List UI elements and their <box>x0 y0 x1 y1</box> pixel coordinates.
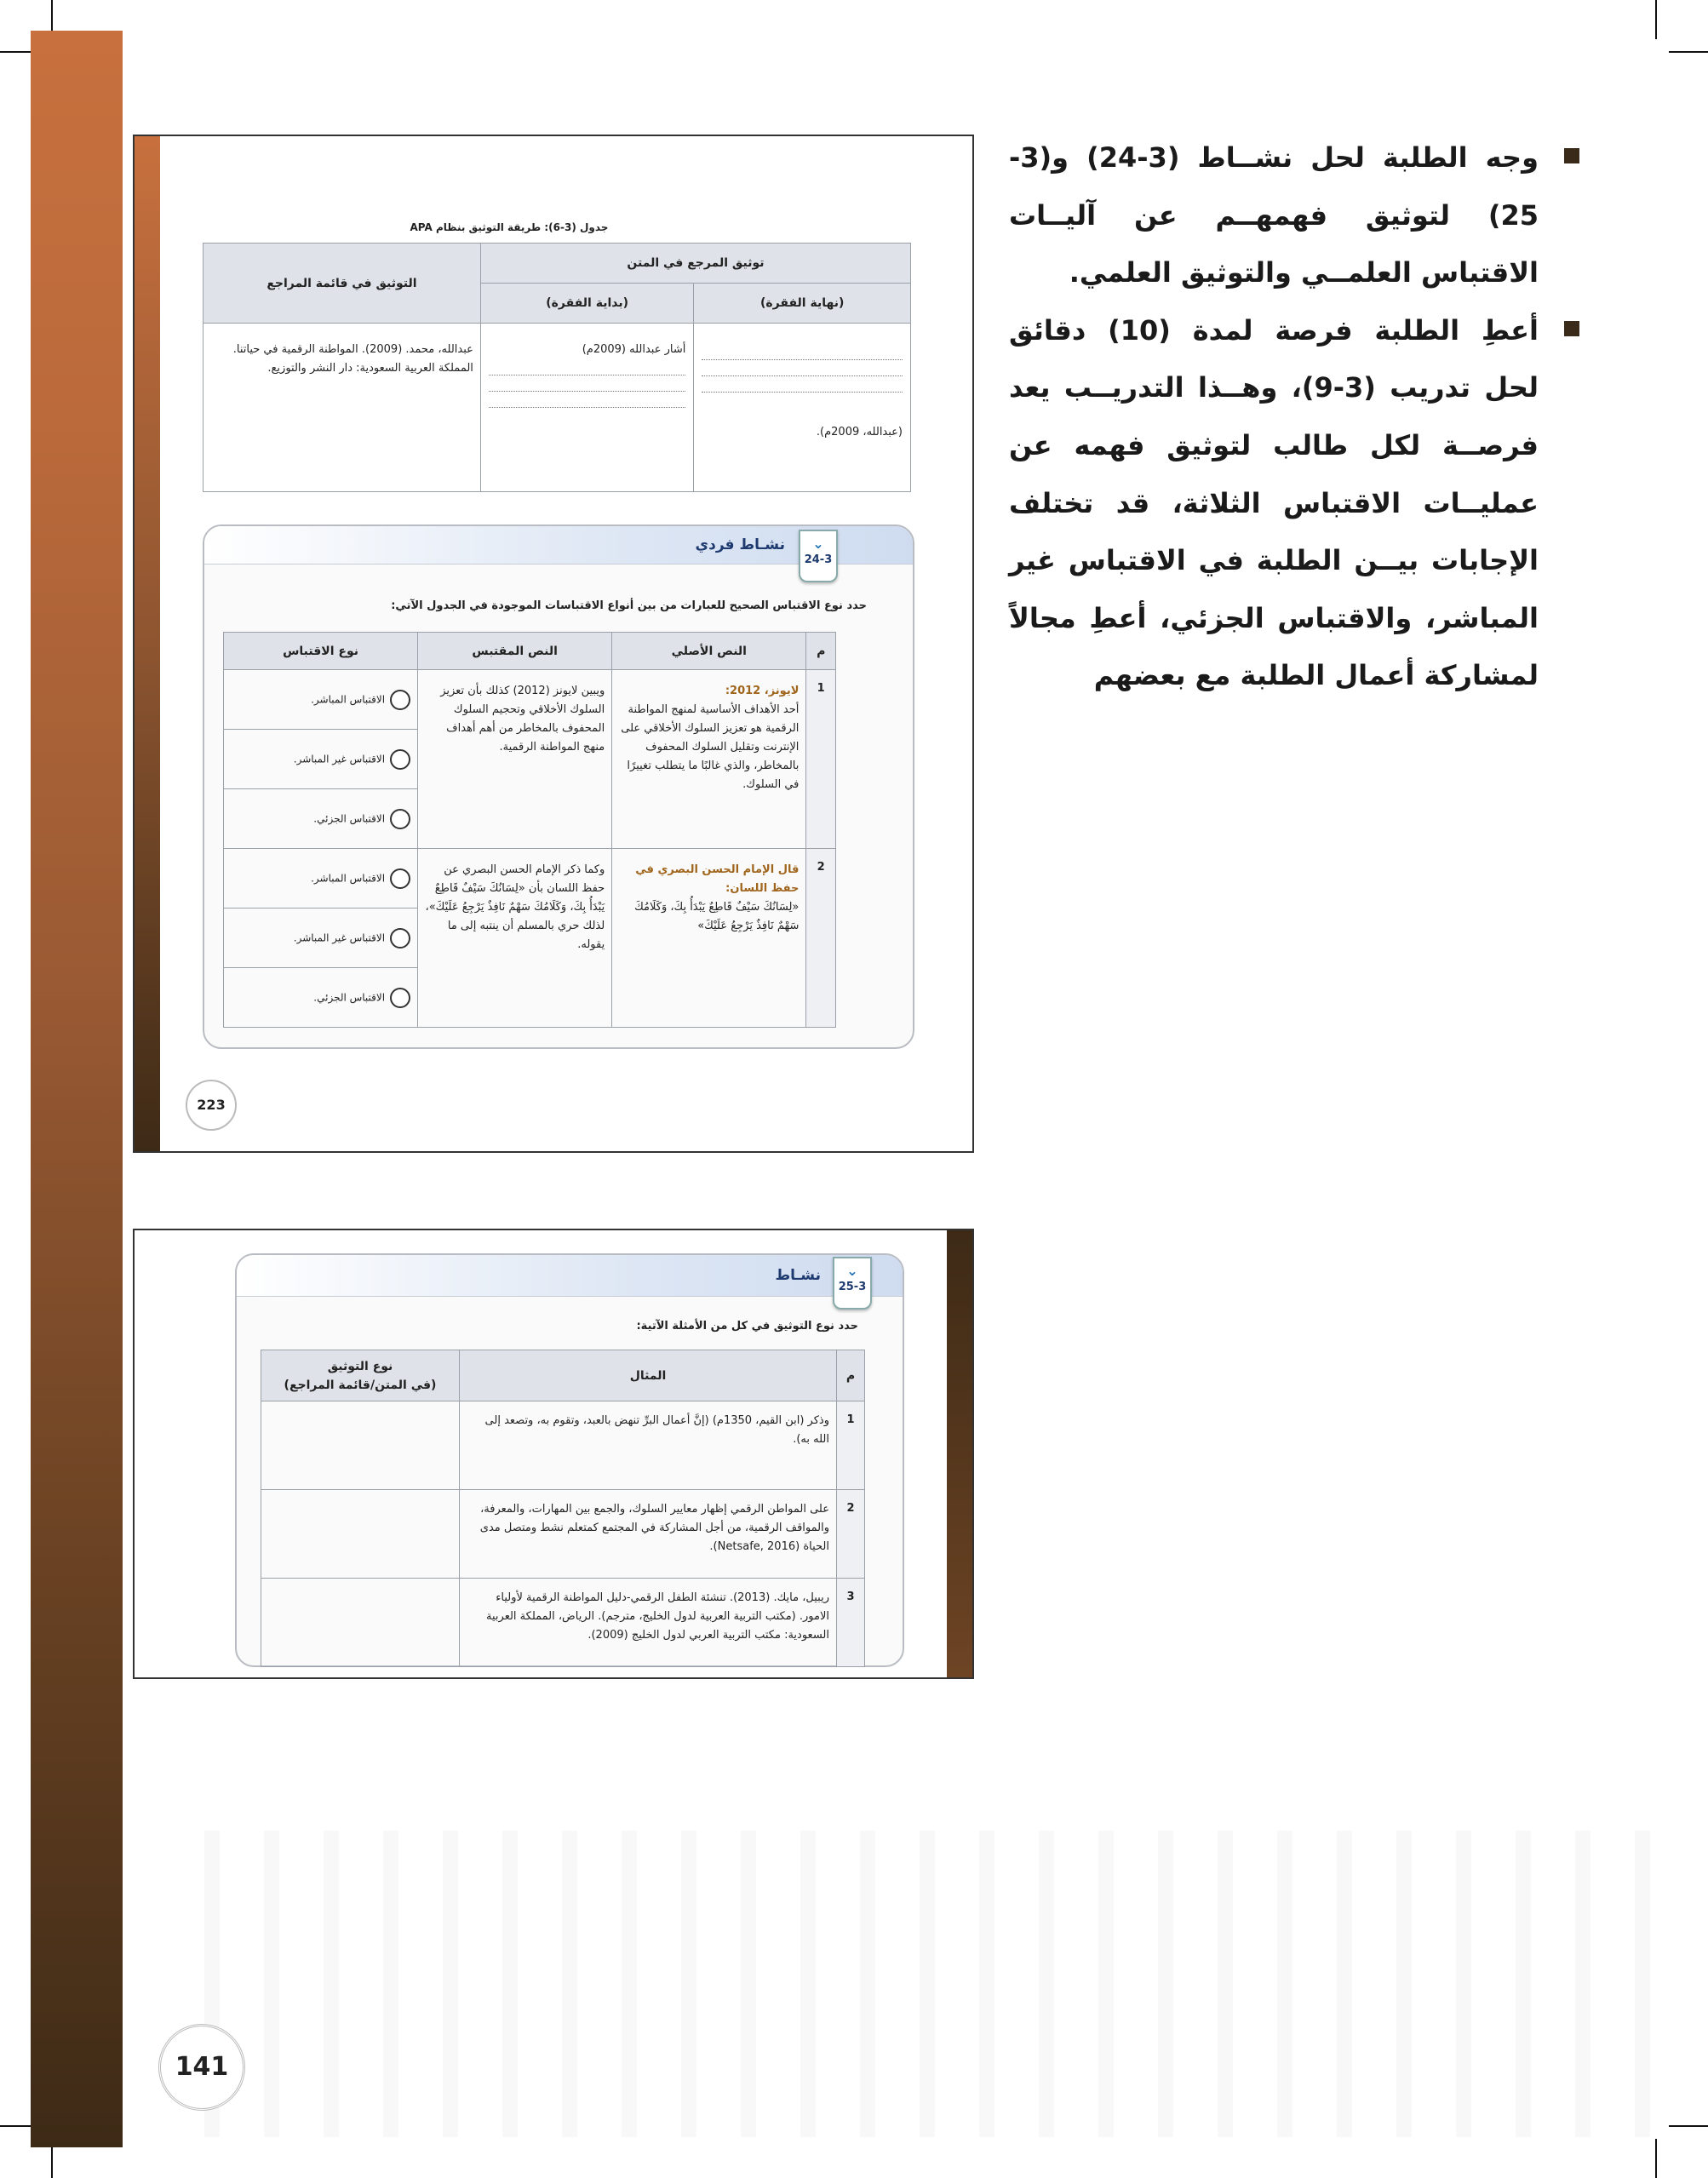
citation-type-table <box>261 1350 865 1667</box>
quoted-text-cell <box>418 670 612 849</box>
references-cell <box>203 324 481 492</box>
example-text: على المواطن الرقمي إظهار معايير السلوك، والجمع بين المهارات، والمعرفة، والمواقف الرقمية، من أجل المشاركة في المجتمع كمتعلم نشط ومتصل مدى الحياة (Netsafe, 2016). <box>479 1503 829 1553</box>
col-num: م <box>806 633 836 670</box>
teacher-notes <box>1009 129 1579 705</box>
bullet-item <box>1009 302 1579 705</box>
square-bullet-icon <box>1564 321 1579 336</box>
radio-button[interactable] <box>390 988 410 1008</box>
chevron-down-icon: ⌄ <box>846 1263 858 1279</box>
activity-title: نشـاط <box>775 1267 821 1284</box>
answer-cell[interactable] <box>261 1579 460 1667</box>
option-indirect[interactable]: الاقتباس غير المباشر. <box>224 908 418 968</box>
col-type: نوع الاقتباس <box>224 633 418 670</box>
background-watermark <box>204 1831 1686 2137</box>
row-number: 1 <box>837 1401 865 1490</box>
activity-panel-25-3 <box>235 1253 904 1667</box>
original-source: قال الإمام الحسن البصري في حفظ اللسان: <box>635 863 800 895</box>
col-citation-type: نوع التوثيق (في المتن/قائمة المراجع) <box>261 1350 460 1401</box>
activity-number: 25-3 <box>838 1281 867 1293</box>
original-text: أحد الأهداف الأساسية لمنهج المواطنة الرقمية هو تعزيز السلوك الأخلاقي على الإنترنت وتقليل السلوك المحفوف بالمخاطر، والذي غالبًا ما يتطلب تغييرًا في السلوك. <box>621 703 800 791</box>
activity-badge <box>799 530 838 582</box>
student-page-thumbnail <box>133 1229 974 1679</box>
reference-entry: عبدالله، محمد. (2009). المواطنة الرقمية في حياتنا. المملكة العربية السعودية: دار النشر والتوزيع. <box>232 343 473 375</box>
example-text: وذكر (ابن القيم، 1350م) (إنَّ أعمال البرِّ تنهض بالعبد، وتقوم به، وتصعد إلى الله به). <box>484 1414 829 1446</box>
decorative-side-bar <box>31 31 123 2147</box>
thumbnail-side-strip <box>135 136 160 1151</box>
example-cell <box>460 1490 837 1579</box>
chevron-down-icon: ⌄ <box>812 536 824 552</box>
option-direct[interactable]: الاقتباس المباشر. <box>224 849 418 908</box>
activity-title: نشـاط فردي <box>695 536 785 553</box>
row-number: 2 <box>806 849 836 1028</box>
page-number: 141 <box>158 2024 245 2111</box>
example-cell <box>460 1579 837 1667</box>
radio-button[interactable] <box>390 749 410 770</box>
student-page-thumbnail <box>133 135 974 1153</box>
option-indirect[interactable]: الاقتباس غير المباشر. <box>224 730 418 789</box>
answer-cell[interactable] <box>261 1401 460 1490</box>
quoted-text: وكما ذكر الإمام الحسن البصري عن حفظ اللسان بأن «لِسَانُكَ سَيْفٌ قَاطِعٌ يَبْدَأُ بِكَ، وَكَلَامُكَ سَهْمٌ نَافِذٌ يَرْجِعُ عَلَيْكَ»، لذلك حري بالمسلم أن ينتبه إلى ما يقوله. <box>425 863 605 951</box>
answer-cell[interactable] <box>261 1490 460 1579</box>
option-partial[interactable]: الاقتباس الجزئي. <box>224 968 418 1028</box>
end-paragraph-cell <box>694 324 911 492</box>
apa-citation-table <box>203 243 911 492</box>
thumbnail-page-number: 223 <box>186 1080 237 1131</box>
table-caption: جدول (3-6): طريقة التوثيق بنظام APA <box>410 221 609 233</box>
row-number: 3 <box>837 1579 865 1667</box>
quoted-text: ويبين لايونز (2012) كذلك بأن تعزيز السلوك الأخلاقي وتحجيم السلوك المحفوف بالمخاطر من أهم أهداف منهج المواطنة الرقمية. <box>440 685 605 754</box>
radio-button[interactable] <box>390 868 410 889</box>
bullet-text: وجه الطلبة لحل نشــاط (3-24) و(3-25) لتوثيق فهمهــم عن آليــات الاقتباس العلمــي والتوثيق العلمي. <box>1009 141 1539 289</box>
radio-button[interactable] <box>390 809 410 829</box>
crop-mark <box>1655 0 1657 39</box>
col-original: النص الأصلي <box>612 633 806 670</box>
activity-number: 24-3 <box>804 553 833 566</box>
col-example: المثال <box>460 1350 837 1401</box>
original-source: لايونز، 2012: <box>725 685 800 697</box>
end-citation: (عبدالله، 2009م). <box>816 426 903 438</box>
col-quoted: النص المقتبس <box>418 633 612 670</box>
start-paragraph-header: (بداية الفقرة) <box>480 284 693 324</box>
start-paragraph-cell <box>480 324 693 492</box>
col-num: م <box>837 1350 865 1401</box>
references-header: التوثيق في قائمة المراجع <box>203 244 481 324</box>
radio-button[interactable] <box>390 928 410 949</box>
bullet-item <box>1009 129 1579 302</box>
original-text-cell <box>612 670 806 849</box>
start-citation: أشار عبدالله (2009م) <box>582 343 686 356</box>
activity-badge <box>833 1257 872 1310</box>
activity-instruction: حدد نوع التوثيق في كل من الأمثلة الآتية: <box>636 1320 858 1333</box>
row-number: 2 <box>837 1490 865 1579</box>
end-paragraph-header: (نهاية الفقرة) <box>694 284 911 324</box>
activity-panel-24-3 <box>203 524 914 1049</box>
activity-instruction: حدد نوع الاقتباس الصحيح للعبارات من بين أنواع الاقتباسات الموجودة في الجدول الآتي: <box>391 599 867 612</box>
square-bullet-icon <box>1564 148 1579 163</box>
bullet-text: أعطِ الطلبة فرصة لمدة (10) دقائق لحل تدريب (3-9)، وهــذا التدريــب يعد فرصــة لكل طالب لتوثيق فهمه عن عمليــات الاقتباس الثلاثة، قد تختلف الإجابات بيــن الطلبة في الاقتباس غير المباشر، والاقتباس الجزئي، أعطِ مجالاً لمشاركة أعمال الطلبة مع بعضهم <box>1009 313 1539 692</box>
original-text-cell <box>612 849 806 1028</box>
crop-mark <box>1669 51 1708 53</box>
quotation-table <box>223 632 836 1028</box>
row-number: 1 <box>806 670 836 849</box>
option-partial[interactable]: الاقتباس الجزئي. <box>224 789 418 849</box>
example-text: ريبيل، مايك. (2013). تنشئة الطفل الرقمي-دليل المواطنة الرقمية لأولياء الامور. (مكتب التربية العربية لدول الخليج، مترجم). الرياض، المملكة العربية السعودية: مكتب التربية العربي لدول الخليج (2009). <box>486 1591 829 1642</box>
quoted-text-cell <box>418 849 612 1028</box>
in-text-header: توثيق المرجع في المتن <box>480 244 910 284</box>
thumbnail-side-strip <box>947 1230 972 1677</box>
option-direct[interactable]: الاقتباس المباشر. <box>224 670 418 730</box>
crop-mark <box>1655 2139 1657 2178</box>
radio-button[interactable] <box>390 690 410 710</box>
original-text: «لِسَانُكَ سَيْفٌ قَاطِعٌ يَبْدَأُ بِكَ، وَكَلَامُكَ سَهْمٌ نَافِذٌ يَرْجِعُ عَلَيْكَ» <box>634 901 800 932</box>
example-cell <box>460 1401 837 1490</box>
